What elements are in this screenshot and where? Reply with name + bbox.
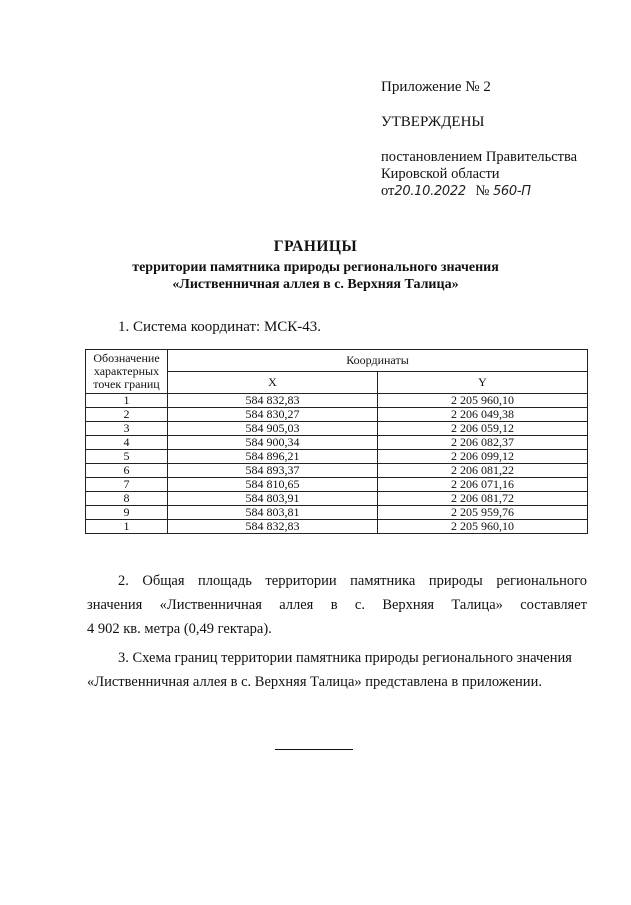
x-cell: 584 896,21 [168, 450, 378, 464]
table-row [86, 394, 588, 408]
section-2-line-1-text: 2. Общая площадь территории памятника природы регионального [118, 573, 587, 589]
section-2-paragraph [87, 569, 587, 641]
x-cell: 584 893,37 [168, 464, 378, 478]
document-subtitle: территории памятника природы регионального значения [132, 260, 499, 275]
table-row [86, 422, 588, 436]
y-cell: 2 206 099,12 [378, 450, 588, 464]
y-cell: 2 206 081,72 [378, 492, 588, 506]
decree-line-2: Кировской области [381, 166, 500, 182]
table-row [86, 464, 588, 478]
x-cell: 584 810,65 [168, 478, 378, 492]
table-row [86, 450, 588, 464]
point-cell: 4 [86, 436, 168, 450]
x-cell: 584 832,83 [168, 520, 378, 534]
y-cell: 2 206 082,37 [378, 436, 588, 450]
point-column-header: Обозначение характерных точек границ [86, 350, 168, 394]
y-column-header: Y [378, 372, 588, 394]
document-subtitle-name: «Лиственничная аллея в с. Верхняя Талица» [172, 277, 459, 292]
handwritten-date: 20.10.2022 [394, 184, 466, 199]
y-cell: 2 206 049,38 [378, 408, 588, 422]
section-3-line-2: «Лиственничная аллея в с. Верхняя Талица» представлена в приложении. [87, 674, 542, 690]
y-cell: 2 205 960,10 [378, 394, 588, 408]
y-cell: 2 206 071,16 [378, 478, 588, 492]
table-row [86, 478, 588, 492]
x-cell: 584 900,34 [168, 436, 378, 450]
x-cell: 584 905,03 [168, 422, 378, 436]
point-cell: 8 [86, 492, 168, 506]
coordinates-table [85, 349, 588, 534]
section-2-line-2: значения «Лиственничная аллея в с. Верхняя Талица» составляет [87, 597, 587, 613]
decree-line-1: постановлением Правительства [381, 149, 578, 165]
document-title: ГРАНИЦЫ [273, 238, 358, 255]
x-cell: 584 832,83 [168, 394, 378, 408]
section-2-line-3: 4 902 кв. метра (0,49 гектара). [87, 621, 272, 637]
section-3-paragraph [87, 646, 587, 694]
approved-label: УТВЕРЖДЕНЫ [381, 114, 485, 130]
point-cell: 2 [86, 408, 168, 422]
date-prefix: от [381, 183, 395, 199]
x-cell: 584 803,91 [168, 492, 378, 506]
table-row [86, 520, 588, 534]
appendix-label: Приложение № 2 [381, 79, 491, 95]
section-3-line-1-text: 3. Схема границ территории памятника природы регионального значения [118, 650, 572, 666]
y-cell: 2 205 959,76 [378, 506, 588, 520]
y-cell: 2 205 960,10 [378, 520, 588, 534]
point-cell: 9 [86, 506, 168, 520]
point-cell: 1 [86, 394, 168, 408]
handwritten-number: 560-П [492, 184, 531, 199]
section-2-line-1 [87, 569, 587, 593]
number-prefix: № [475, 183, 490, 199]
x-cell: 584 830,27 [168, 408, 378, 422]
point-cell: 6 [86, 464, 168, 478]
table-row [86, 436, 588, 450]
table-row [86, 408, 588, 422]
y-cell: 2 206 081,22 [378, 464, 588, 478]
table-row [86, 492, 588, 506]
section-3-line-1 [87, 646, 587, 670]
decree-date-number [381, 183, 531, 200]
point-cell: 1 [86, 520, 168, 534]
table-row [86, 506, 588, 520]
y-cell: 2 206 059,12 [378, 422, 588, 436]
point-cell: 5 [86, 450, 168, 464]
x-column-header: X [168, 372, 378, 394]
point-cell: 7 [86, 478, 168, 492]
closing-divider-line [275, 749, 353, 750]
point-cell: 3 [86, 422, 168, 436]
section-1-text: 1. Система координат: МСК-43. [118, 319, 322, 335]
x-cell: 584 803,81 [168, 506, 378, 520]
decree-reference [381, 149, 577, 183]
coordinates-header: Координаты [168, 350, 588, 372]
